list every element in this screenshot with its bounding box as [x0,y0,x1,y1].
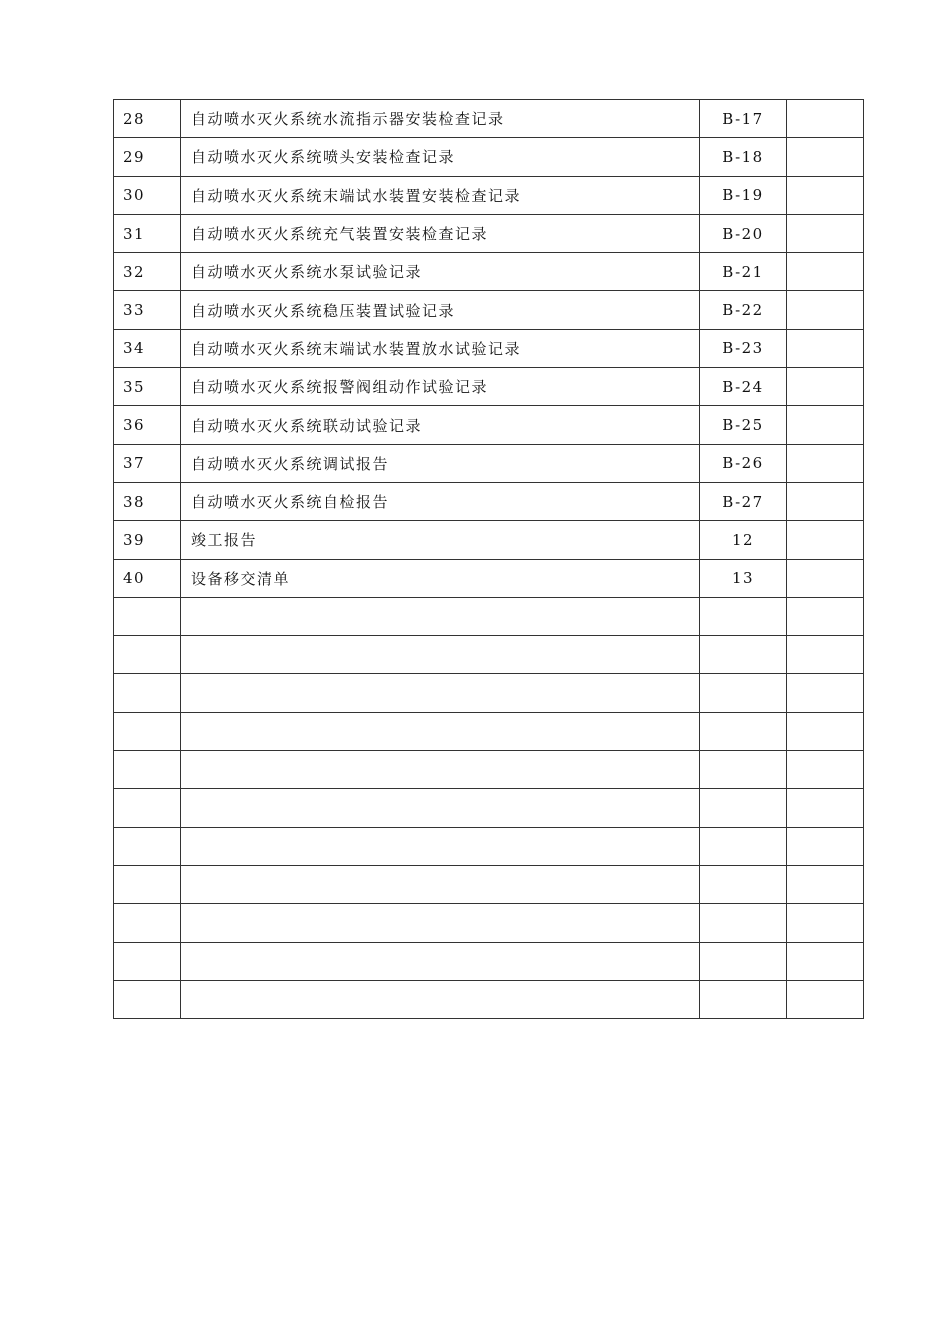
remark-cell [787,712,864,750]
table-row [114,942,864,980]
table-row [114,904,864,942]
remark-cell [787,368,864,406]
record-name-cell: 自动喷水灭火系统稳压装置试验记录 [181,291,700,329]
record-name-cell [181,712,700,750]
form-code-cell [700,674,787,712]
remark-cell [787,980,864,1018]
row-number-cell [114,674,181,712]
table-row [114,559,864,597]
form-code-cell [700,904,787,942]
form-code-cell [700,712,787,750]
remark-cell [787,329,864,367]
record-name-cell [181,597,700,635]
record-name-cell: 自动喷水灭火系统末端试水装置放水试验记录 [181,329,700,367]
table-row [114,789,864,827]
table-row [114,214,864,252]
table-row [114,751,864,789]
table-body [114,100,864,1019]
record-name-cell: 自动喷水灭火系统喷头安装检查记录 [181,138,700,176]
remark-cell [787,942,864,980]
row-number-cell: 39 [114,521,181,559]
record-name-cell: 自动喷水灭火系统自检报告 [181,482,700,520]
row-number-cell: 37 [114,444,181,482]
form-code-cell [700,980,787,1018]
row-number-cell [114,712,181,750]
record-name-cell: 竣工报告 [181,521,700,559]
form-code-cell [700,789,787,827]
record-name-cell [181,827,700,865]
remark-cell [787,827,864,865]
form-code-cell [700,597,787,635]
row-number-cell: 35 [114,368,181,406]
form-code-cell [700,942,787,980]
form-code-cell: B-17 [700,100,787,138]
record-name-cell: 自动喷水灭火系统水流指示器安装检查记录 [181,100,700,138]
table-row [114,674,864,712]
record-name-cell [181,636,700,674]
form-code-cell: 13 [700,559,787,597]
row-number-cell [114,636,181,674]
table-row [114,253,864,291]
record-name-cell [181,865,700,903]
remark-cell [787,597,864,635]
record-name-cell [181,904,700,942]
row-number-cell: 36 [114,406,181,444]
remark-cell [787,253,864,291]
remark-cell [787,406,864,444]
remark-cell [787,482,864,520]
row-number-cell [114,789,181,827]
form-code-cell: B-27 [700,482,787,520]
form-code-cell: 12 [700,521,787,559]
table-row [114,329,864,367]
form-code-cell [700,636,787,674]
remark-cell [787,100,864,138]
record-name-cell [181,942,700,980]
table-row [114,865,864,903]
record-name-cell [181,674,700,712]
row-number-cell [114,827,181,865]
row-number-cell: 32 [114,253,181,291]
row-number-cell [114,904,181,942]
row-number-cell: 30 [114,176,181,214]
row-number-cell: 33 [114,291,181,329]
form-code-cell: B-24 [700,368,787,406]
form-code-cell: B-25 [700,406,787,444]
remark-cell [787,904,864,942]
table-row [114,482,864,520]
remark-cell [787,214,864,252]
form-code-cell: B-21 [700,253,787,291]
document-index-table [113,99,864,1019]
form-code-cell: B-18 [700,138,787,176]
form-code-cell: B-19 [700,176,787,214]
table-row [114,406,864,444]
row-number-cell: 40 [114,559,181,597]
record-name-cell: 自动喷水灭火系统末端试水装置安装检查记录 [181,176,700,214]
remark-cell [787,176,864,214]
record-name-cell: 自动喷水灭火系统水泵试验记录 [181,253,700,291]
table-row [114,827,864,865]
table-row [114,368,864,406]
form-code-cell: B-20 [700,214,787,252]
form-code-cell [700,827,787,865]
form-code-cell: B-26 [700,444,787,482]
remark-cell [787,751,864,789]
row-number-cell: 28 [114,100,181,138]
record-name-cell: 设备移交清单 [181,559,700,597]
row-number-cell: 31 [114,214,181,252]
remark-cell [787,674,864,712]
remark-cell [787,521,864,559]
record-name-cell: 自动喷水灭火系统调试报告 [181,444,700,482]
record-name-cell: 自动喷水灭火系统联动试验记录 [181,406,700,444]
table-row [114,444,864,482]
form-code-cell [700,865,787,903]
form-code-cell: B-22 [700,291,787,329]
remark-cell [787,444,864,482]
row-number-cell: 38 [114,482,181,520]
row-number-cell [114,980,181,1018]
table-row [114,712,864,750]
table-row [114,291,864,329]
remark-cell [787,138,864,176]
remark-cell [787,789,864,827]
row-number-cell [114,751,181,789]
table-row [114,980,864,1018]
form-code-cell [700,751,787,789]
record-name-cell: 自动喷水灭火系统报警阀组动作试验记录 [181,368,700,406]
record-name-cell [181,751,700,789]
row-number-cell [114,597,181,635]
table-row [114,100,864,138]
record-name-cell: 自动喷水灭火系统充气装置安装检查记录 [181,214,700,252]
row-number-cell [114,942,181,980]
remark-cell [787,865,864,903]
record-name-cell [181,789,700,827]
remark-cell [787,559,864,597]
row-number-cell: 34 [114,329,181,367]
remark-cell [787,636,864,674]
row-number-cell [114,865,181,903]
table-row [114,597,864,635]
table-row [114,521,864,559]
table-row [114,138,864,176]
remark-cell [787,291,864,329]
record-name-cell [181,980,700,1018]
table-row [114,176,864,214]
row-number-cell: 29 [114,138,181,176]
table-row [114,636,864,674]
form-code-cell: B-23 [700,329,787,367]
